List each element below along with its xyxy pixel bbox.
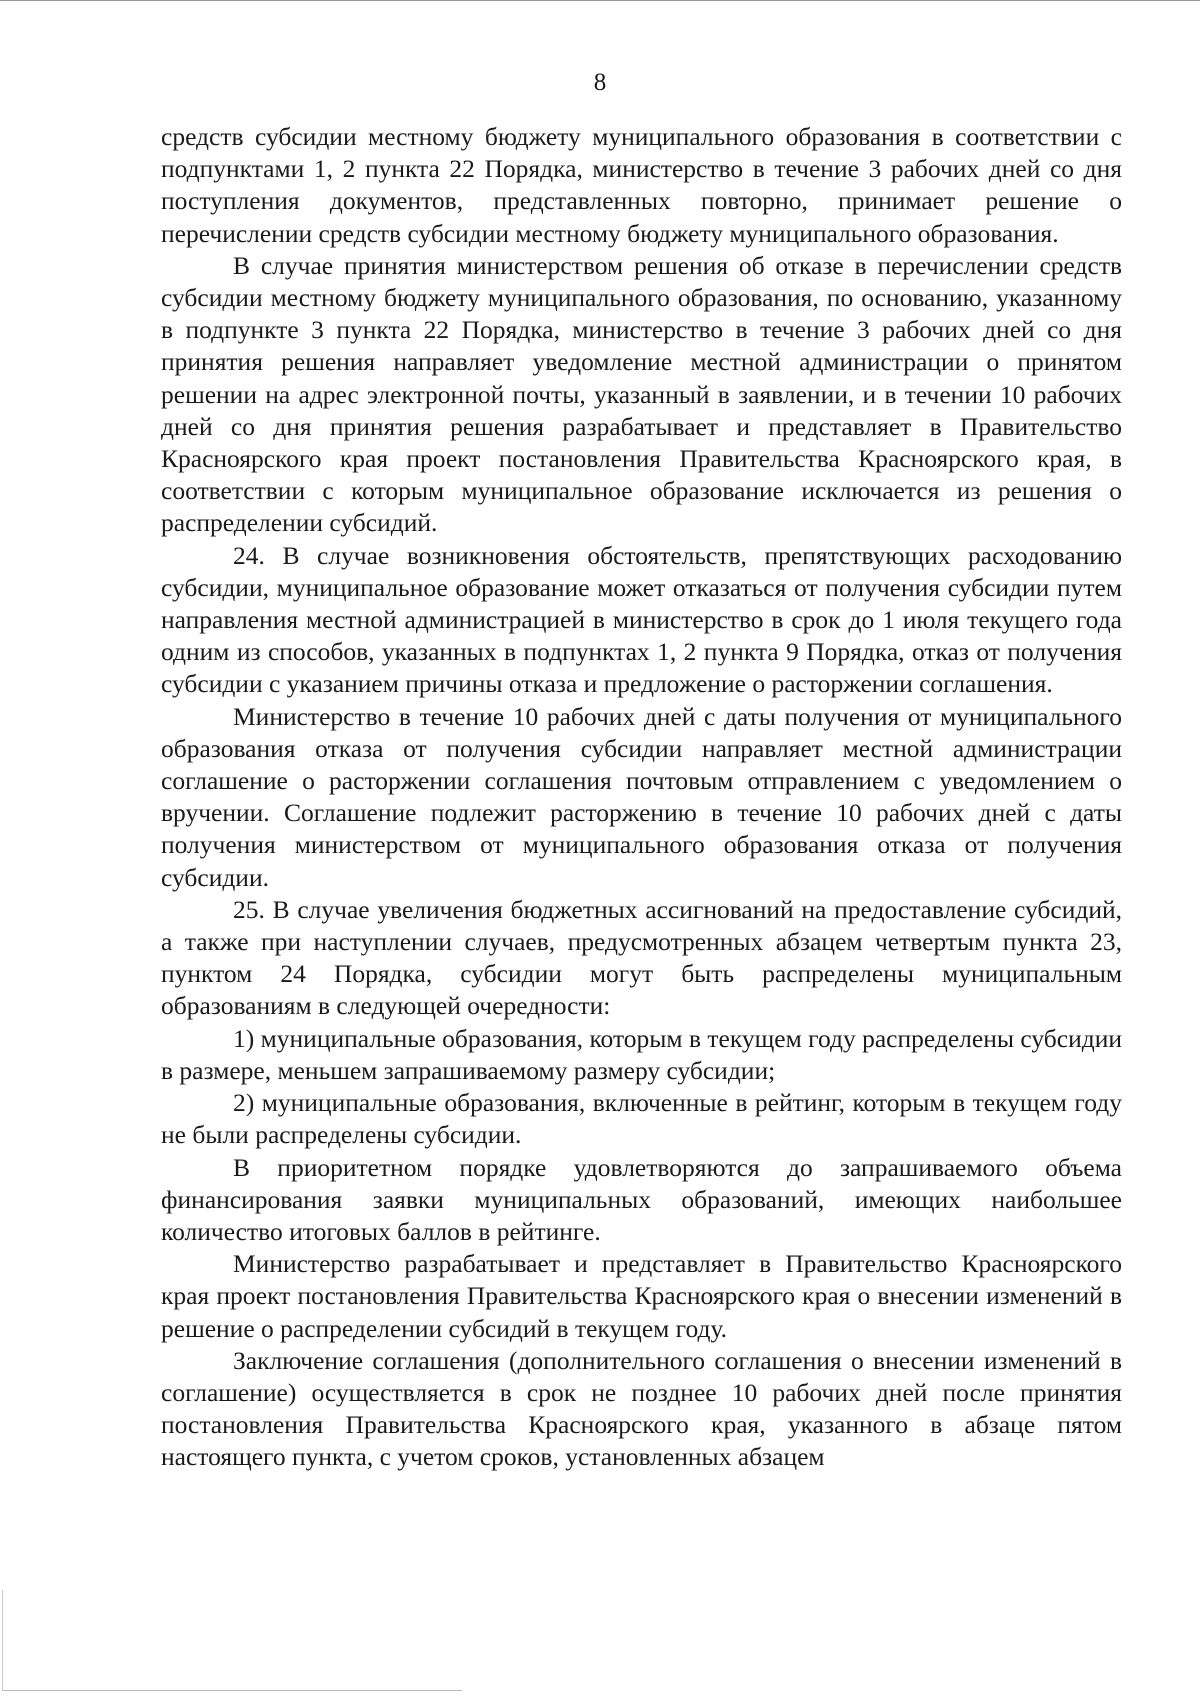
list-item-1: 1) муниципальные образования, которым в текущем году распределены субсидии в размере, меньшем запрашиваемому размеру субсидии; — [161, 1023, 1122, 1085]
paragraph-ministry-draft: Министерство разрабатывает и представляет в Правительство Красноярского края проект постановления Правительства Красноярского края о внесении изменений в решение о распределении субсидий в текущем году. — [161, 1249, 1122, 1343]
paragraph-continuation: средств субсидии местному бюджету муниципального образования в соответствии с подпунктами 1, 2 пункта 22 Порядка, министерство в течение 3 рабочих дней со дня поступления документов, представленных повторно, принимает решение о перечислении средств субсидии местному бюджету муниципального образования. — [161, 122, 1122, 248]
scan-bottom-edge — [2, 1690, 462, 1691]
paragraph-agreement-conclusion: Заключение соглашения (дополнительного соглашения о внесении изменений в соглашение) осуществляется в срок не позднее 10 рабочих дней после принятия постановления Правительства Красноярского края, указанного в абзаце пятом настоящего пункта, с учетом сроков, установленных абзацем — [161, 1345, 1122, 1472]
paragraph-refusal-transfer: В случае принятия министерством решения об отказе в перечислении средств субсидии местному бюджету муниципального образования, по основанию, указанному в подпункте 3 пункта 22 Порядка, министерство в течение 3 рабочих дней со дня принятия решения направляет уведомление местной администрации о принятом решении на адрес электронной почты, указанный в заявлении, и в течении 10 рабочих дней со дня принятия решения разрабатывает и представляет в Правительство Красноярского края проект постановления Правительства Красноярского края, в соответствии с которым муниципальное образование исключается из решения о распределении субсидий. — [161, 250, 1122, 538]
list-item-2: 2) муниципальные образования, включенные в рейтинг, которым в текущем году не были распределены субсидии. — [161, 1088, 1122, 1150]
paragraph-priority: В приоритетном порядке удовлетворяются до запрашиваемого объема финансирования заявки муниципальных образований, имеющих наибольшее количество итоговых баллов в рейтинге. — [161, 1152, 1122, 1246]
page-number: 8 — [593, 69, 607, 96]
document-body — [161, 121, 1122, 1474]
paragraph-ministry-termination: Министерство в течение 10 рабочих дней с даты получения от муниципального образования отказа от получения субсидии направляет местной администрации соглашение о расторжении соглашения почтовым отправлением с уведомлением о вручении. Соглашение подлежит расторжению в течение 10 рабочих дней с даты получения министерством от муниципального образования отказа от получения субсидии. — [161, 701, 1122, 892]
scan-corner-edge — [2, 1590, 3, 1690]
paragraph-clause-24: 24. В случае возникновения обстоятельств, препятствующих расходованию субсидии, муниципальное образование может отказаться от получения субсидии путем направления местной администрацией в министерство в срок до 1 июля текущего года одним из способов, указанных в подпунктах 1, 2 пункта 9 Порядка, отказ от получения субсидии с указанием причины отказа и предложение о расторжении соглашения. — [161, 540, 1122, 699]
scan-top-edge — [0, 0, 1200, 1]
paragraph-clause-25: 25. В случае увеличения бюджетных ассигнований на предоставление субсидий, а также при наступлении случаев, предусмотренных абзацем четвертым пункта 23, пунктом 24 Порядка, субсидии могут быть распределены муниципальным образованиям в следующей очередности: — [161, 894, 1122, 1021]
